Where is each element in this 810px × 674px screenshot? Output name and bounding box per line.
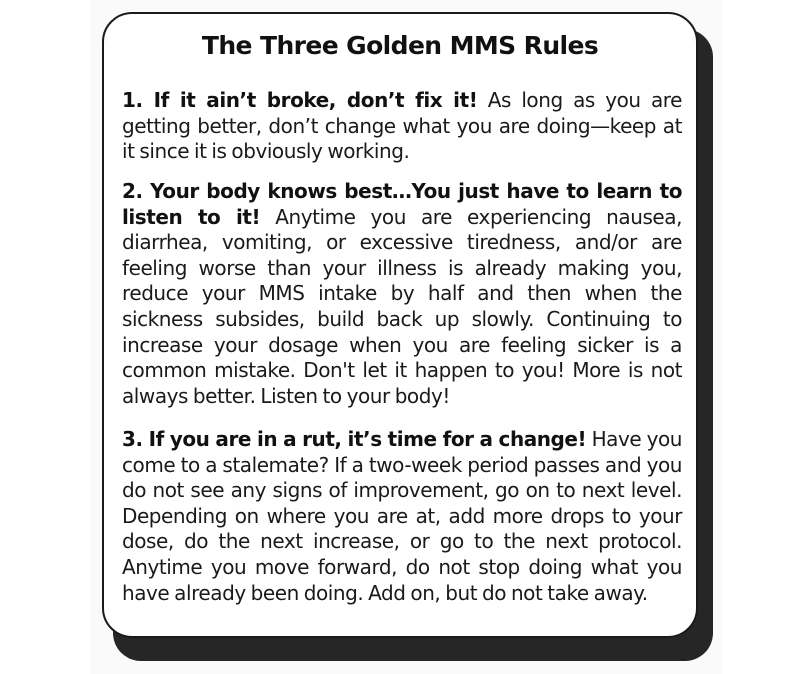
rule-2 <box>122 179 682 409</box>
rule-3 <box>122 427 682 606</box>
rules-card <box>102 12 698 638</box>
rule-1 <box>122 88 682 165</box>
card-title: The Three Golden MMS Rules <box>201 31 599 60</box>
rule-2-heading: 2. Your body knows best…You just have to learn to listen to it! <box>122 179 682 229</box>
rule-3-heading: 3. If you are in a rut, it’s time for a change! <box>122 427 587 451</box>
rule-3-body: Have you come to a stalemate? If a two-week period passes and you do not see any signs of improvement, go on to next level. Depending on where you are at, add more drops to your dose, do the next increase, or go to the next protocol. Anytime you move forward, do not stop doing what you have already been doing. Add on, but do not take away. <box>122 427 682 605</box>
rule-1-body: As long as you are getting better, don’t change what you are doing—keep at it since it is obviously working. <box>122 88 682 164</box>
rule-2-body: Anytime you are experiencing nausea, diarrhea, vomiting, or excessive tiredness, and/or are feeling worse than your illness is already making you, reduce your MMS intake by half and then when the sickness subsides, build back up slowly. Continuing to increase your dosage when you are feeling sicker is a common mistake. Don't let it happen to you! More is not always better. Listen to your body! <box>122 204 682 408</box>
rule-1-heading: 1. If it ain’t broke, don’t fix it! <box>122 88 478 112</box>
